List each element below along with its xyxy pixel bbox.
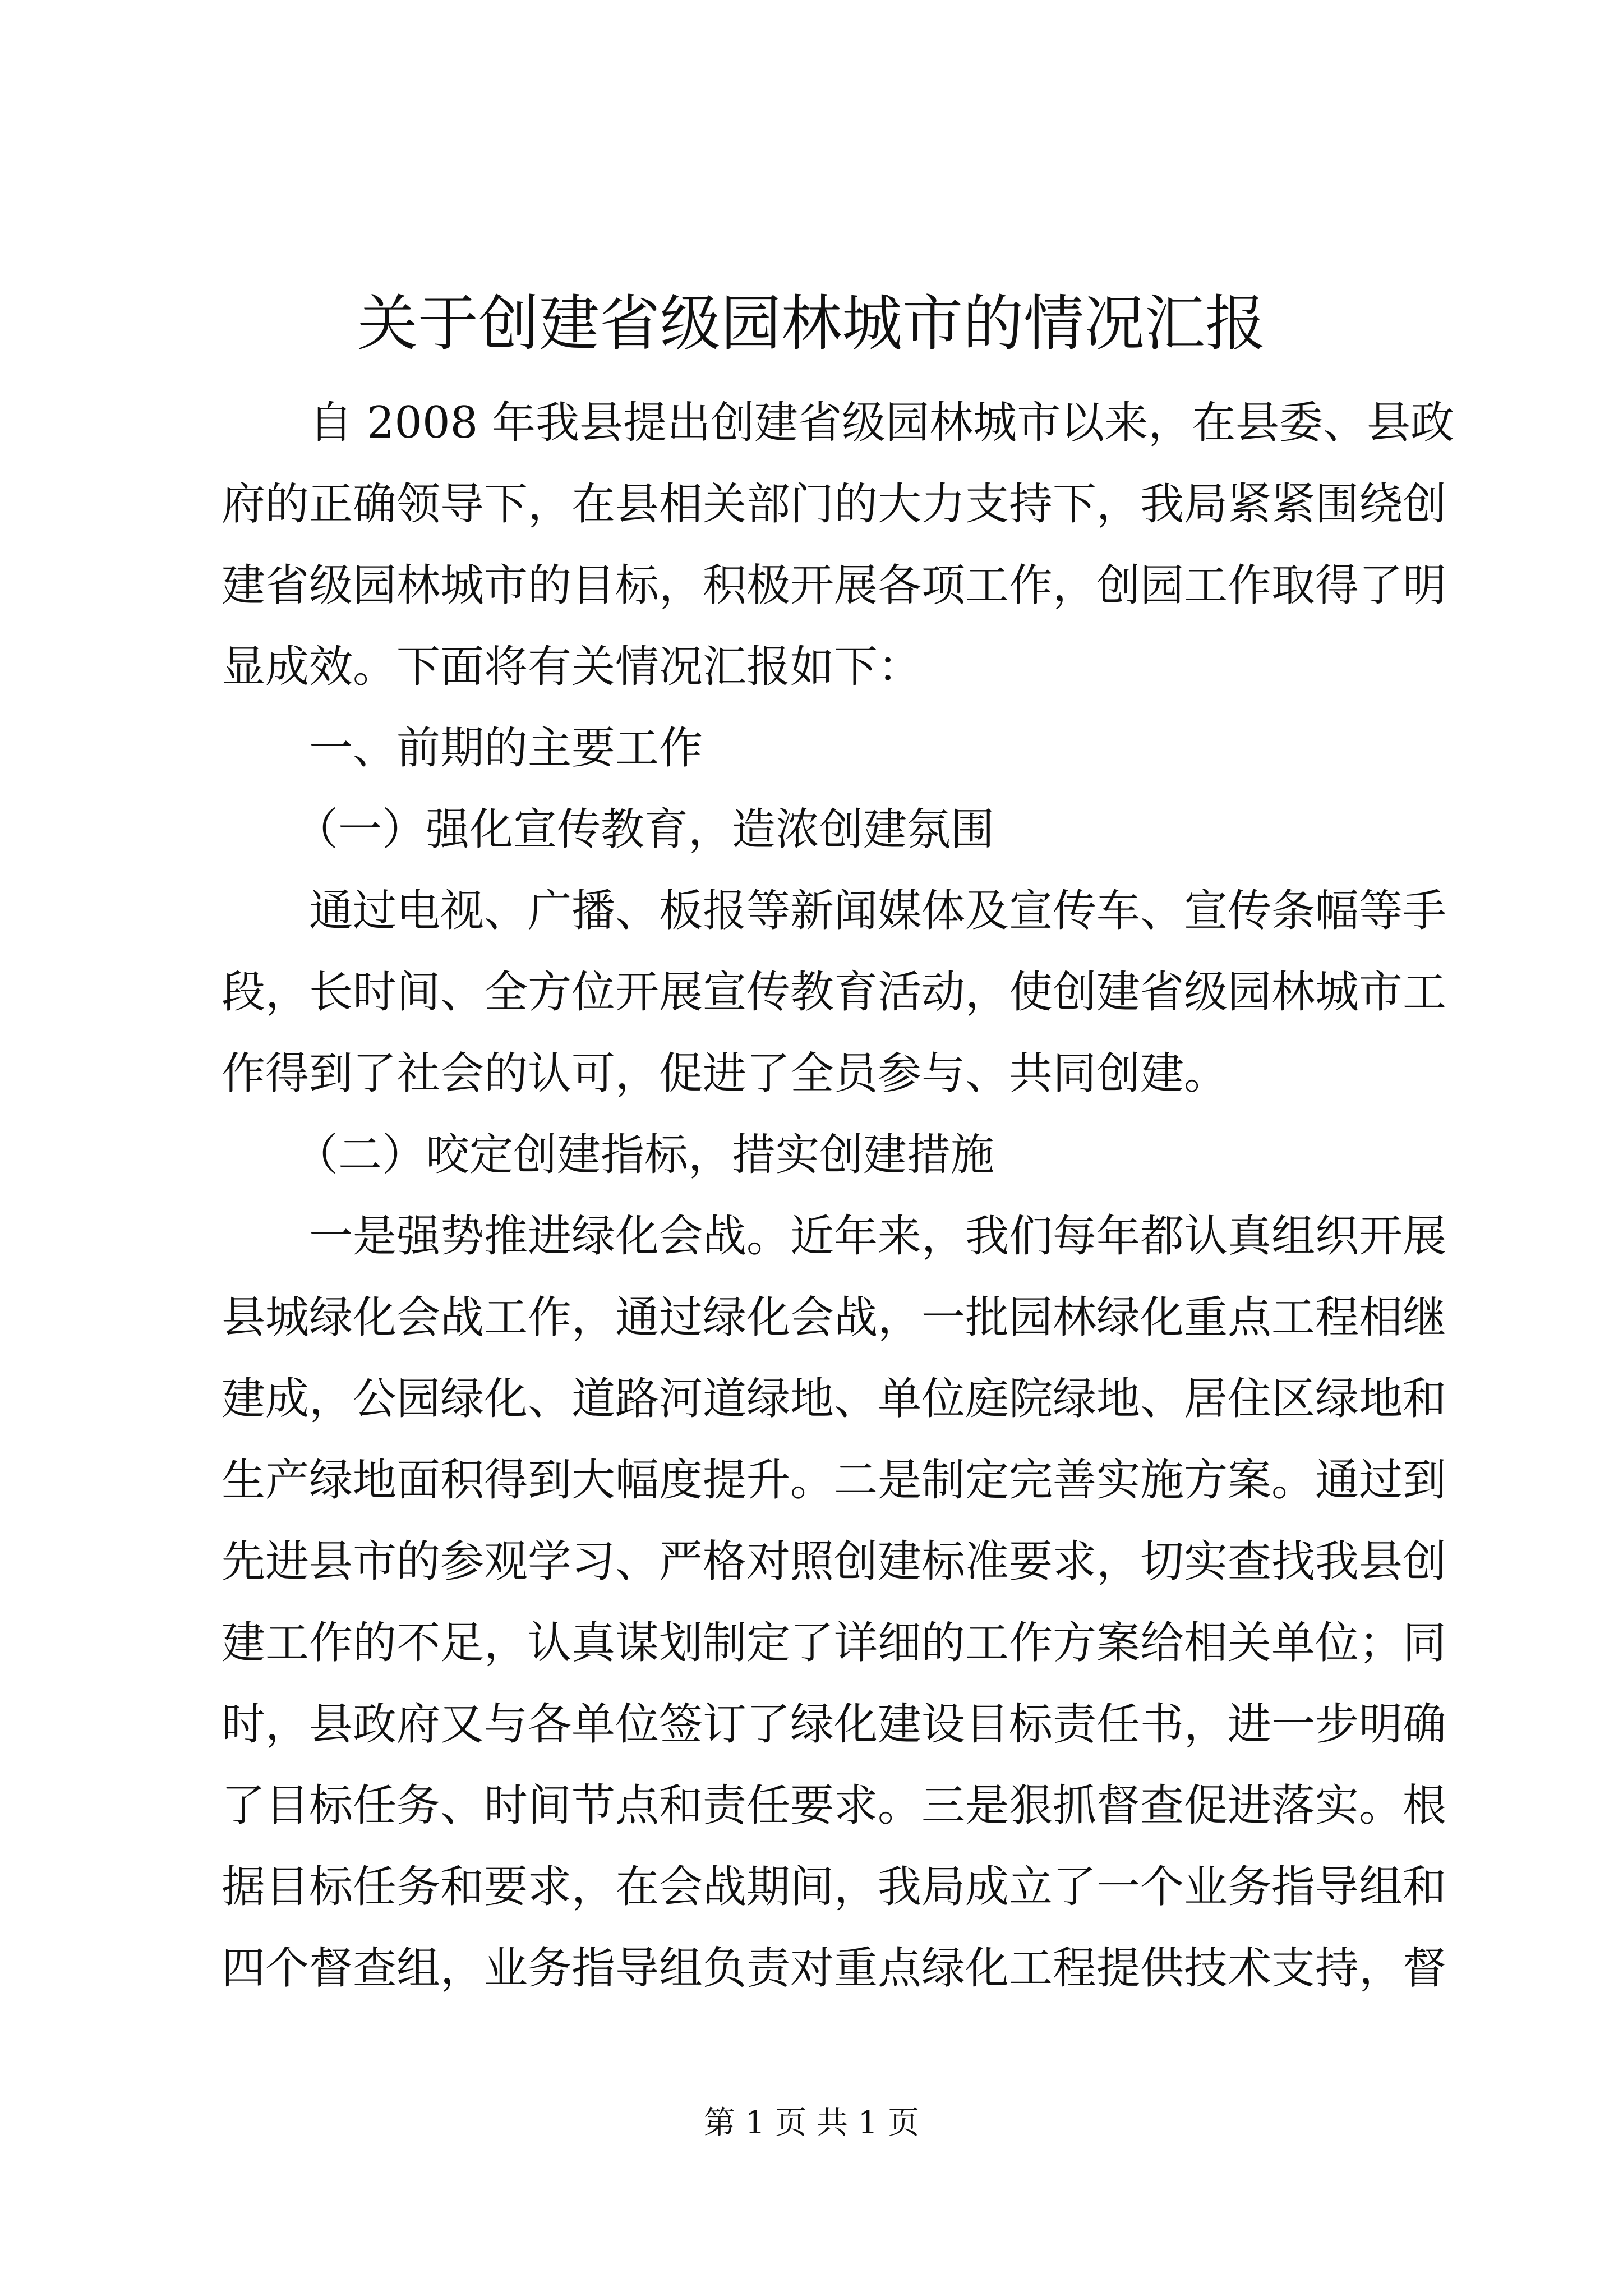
body-line-2: 府的正确领导下，在县相关部门的大力支持下，我局紧紧围绕创: [222, 479, 1447, 530]
body-line-13: 建成，公园绿化、道路河道绿地、单位庭院绿地、居住区绿地和: [222, 1374, 1447, 1424]
document-title: 关于创建省级园林城市的情况汇报: [357, 289, 1266, 359]
body-line-11: 一是强势推进绿化会战。近年来，我们每年都认真组织开展: [309, 1211, 1447, 1262]
body-line-7: 通过电视、广播、板报等新闻媒体及宣传车、宣传条幅等手: [309, 886, 1447, 936]
body-line-8: 段，长时间、全方位开展宣传教育活动，使创建省级园林城市工: [222, 967, 1447, 1018]
subsection-heading-1: （一）强化宣传教育，造浓创建氛围: [294, 804, 995, 855]
body-line-1: 自 2008 年我县提出创建省级园林城市以来，在县委、县政: [309, 398, 1455, 448]
body-line-19: 据目标任务和要求，在会战期间，我局成立了一个业务指导组和: [222, 1862, 1447, 1912]
body-line-14: 生产绿地面积得到大幅度提升。二是制定完善实施方案。通过到: [222, 1455, 1447, 1506]
subsection-heading-2: （二）咬定创建指标，措实创建措施: [294, 1130, 995, 1180]
body-line-9: 作得到了社会的认可，促进了全员参与、共同创建。: [222, 1048, 1228, 1099]
body-line-20: 四个督查组，业务指导组负责对重点绿化工程提供技术支持，督: [222, 1943, 1447, 1994]
body-line-15: 先进县市的参观学习、严格对照创建标准要求，切实查找我县创: [222, 1536, 1447, 1587]
body-line-18: 了目标任务、时间节点和责任要求。三是狠抓督查促进落实。根: [222, 1780, 1447, 1831]
section-heading-1: 一、前期的主要工作: [309, 723, 703, 774]
body-line-4: 显成效。下面将有关情况汇报如下：: [222, 642, 922, 692]
body-line-3: 建省级园林城市的目标，积极开展各项工作，创园工作取得了明: [222, 560, 1447, 611]
body-line-16: 建工作的不足，认真谋划制定了详细的工作方案给相关单位；同: [222, 1618, 1447, 1668]
body-line-17: 时，县政府又与各单位签订了绿化建设目标责任书，进一步明确: [222, 1699, 1447, 1750]
page-number: 第 1 页 共 1 页: [703, 2105, 920, 2141]
body-line-12: 县城绿化会战工作，通过绿化会战，一批园林绿化重点工程相继: [222, 1292, 1447, 1343]
